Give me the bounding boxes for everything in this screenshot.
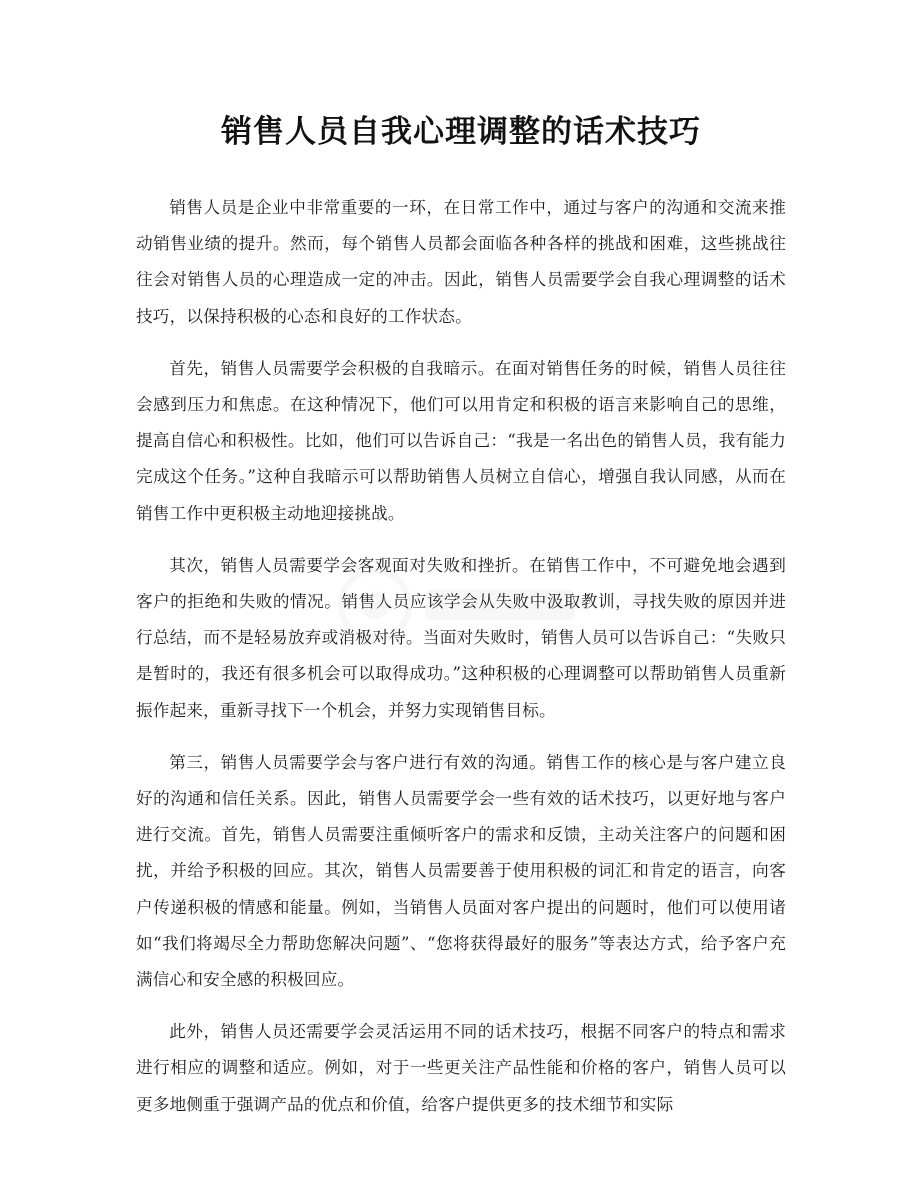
paragraph-face-failure: 其次，销售人员需要学会客观面对失败和挫折。在销售工作中，不可避免地会遇到客户的拒绝和失败的情况。销售人员应该学会从失败中汲取教训，寻找失败的原因并进行总结，而不是轻易放弃或消极对待。当面对失败时，销售人员可以告诉自己：“失败只是暂时的，我还有很多机会可以取得成功。”这种积极的心理调整可以帮助销售人员重新振作起来，重新寻找下一个机会，并努力实现销售目标。 [136, 555, 786, 720]
paragraph-intro: 销售人员是企业中非常重要的一环，在日常工作中，通过与客户的沟通和交流来推动销售业绩的提升。然而，每个销售人员都会面临各种各样的挑战和困难，这些挑战往往会对销售人员的心理造成一定的冲击。因此，销售人员需要学会自我心理调整的话术技巧，以保持积极的心态和良好的工作状态。 [136, 198, 786, 326]
paragraph-self-suggestion: 首先，销售人员需要学会积极的自我暗示。在面对销售任务的时候，销售人员往往会感到压力和焦虑。在这种情况下，他们可以用肯定和积极的语言来影响自己的思维，提高自信心和积极性。比如，他们可以告诉自己：“我是一名出色的销售人员，我有能力完成这个任务。”这种自我暗示可以帮助销售人员树立自信心，增强自我认同感，从而在销售工作中更积极主动地迎接挑战。 [136, 358, 786, 523]
document-body [136, 190, 786, 1123]
paragraph-flexible-techniques: 此外，销售人员还需要学会灵活运用不同的话术技巧，根据不同客户的特点和需求进行相应的调整和适应。例如，对于一些更关注产品性能和价格的客户，销售人员可以更多地侧重于强调产品的优点和价值，给客户提供更多的技术细节和实际 [136, 1022, 786, 1114]
document-title: 销售人员自我心理调整的话术技巧 [221, 114, 701, 150]
paragraph-communication: 第三，销售人员需要学会与客户进行有效的沟通。销售工作的核心是与客户建立良好的沟通和信任关系。因此，销售人员需要学会一些有效的话术技巧，以更好地与客户进行交流。首先，销售人员需要注重倾听客户的需求和反馈，主动关注客户的问题和困扰，并给予积极的回应。其次，销售人员需要善于使用积极的词汇和肯定的语言，向客户传递积极的情感和能量。例如，当销售人员面对客户提出的问题时，他们可以使用诸如“我们将竭尽全力帮助您解决问题”、“您将获得最好的服务”等表达方式，给予客户充满信心和安全感的积极回应。 [136, 752, 786, 990]
